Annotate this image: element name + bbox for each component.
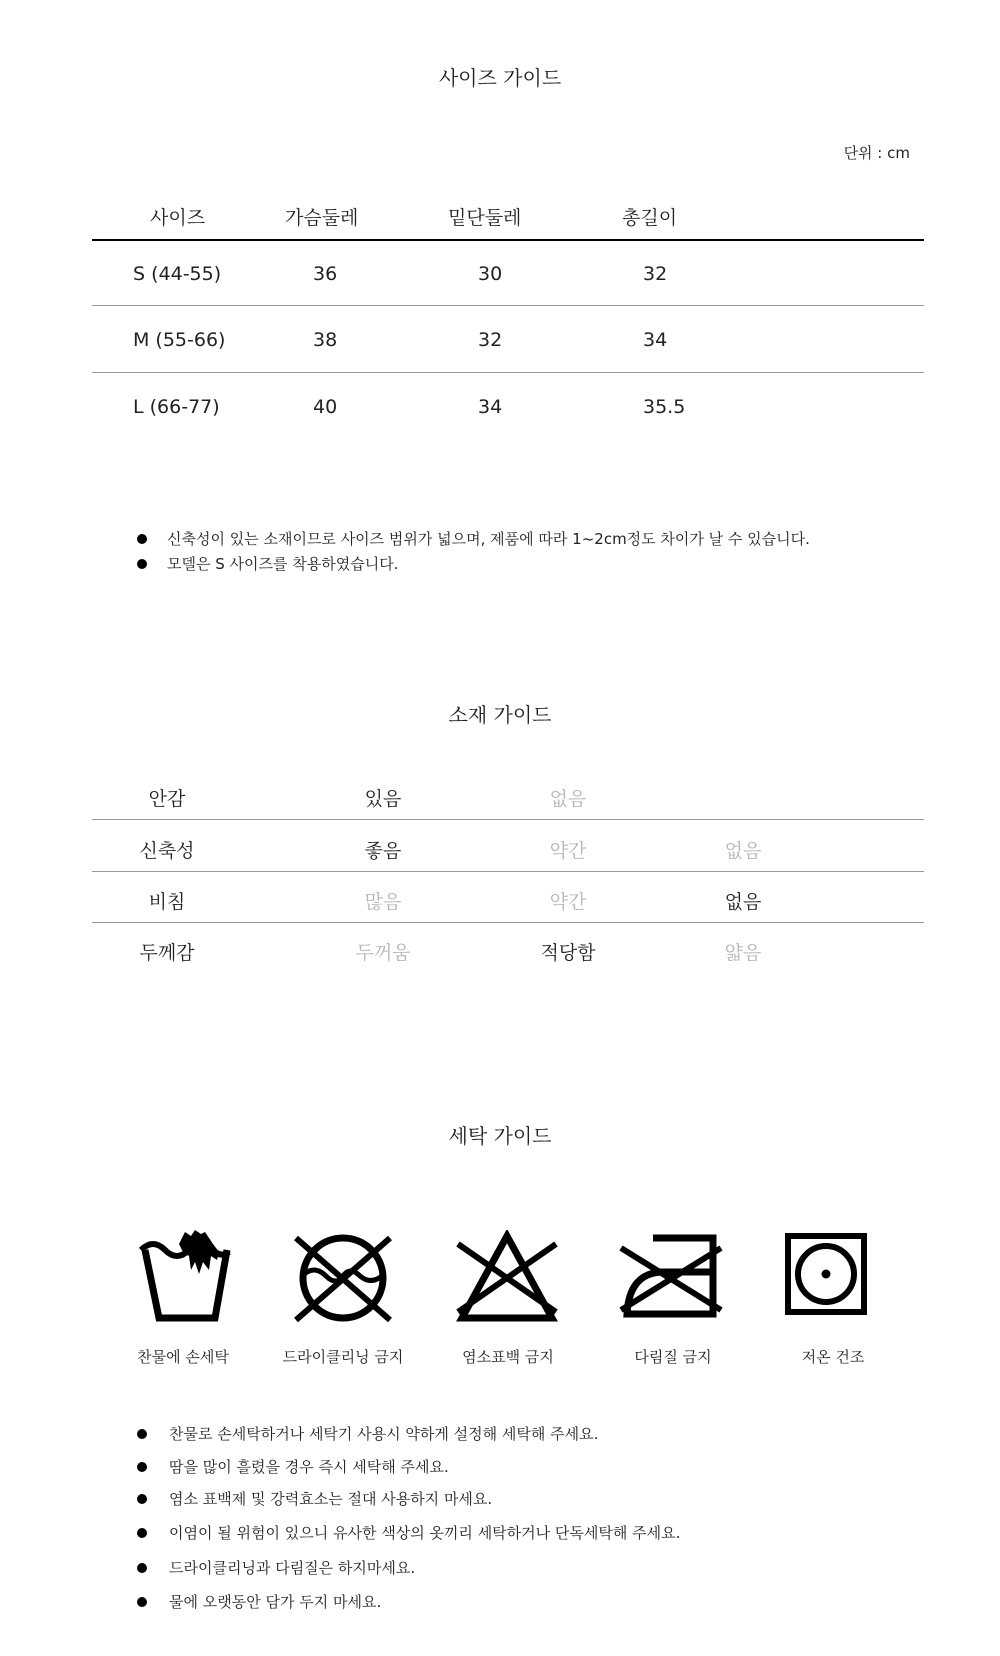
row-divider xyxy=(92,819,924,820)
wash-note-text: 물에 오랫동안 담가 두지 마세요. xyxy=(169,1593,382,1611)
row-divider xyxy=(92,305,924,306)
material-option: 없음 xyxy=(724,891,762,913)
chest-cell: 38 xyxy=(313,329,338,351)
size-table-header-hem: 밑단둘레 xyxy=(448,207,522,229)
bullet-icon xyxy=(137,559,147,569)
hem-cell: 34 xyxy=(478,396,503,418)
wash-note xyxy=(137,1423,598,1444)
hem-cell: 30 xyxy=(478,263,503,285)
size-guide-title: 사이즈 가이드 xyxy=(438,66,562,90)
bullet-icon xyxy=(137,1528,147,1538)
wash-icon-label: 드라이클리닝 금지 xyxy=(282,1348,404,1366)
size-cell: S (44-55) xyxy=(133,263,222,285)
material-option: 적당함 xyxy=(540,942,596,964)
no-iron-icon xyxy=(617,1230,727,1330)
length-cell: 35.5 xyxy=(643,396,686,418)
size-table-header-length: 총길이 xyxy=(622,207,678,229)
wash-note xyxy=(137,1557,415,1578)
material-option: 약간 xyxy=(549,840,587,862)
tumble-dry-icon xyxy=(772,1230,882,1330)
wash-icon-label: 다림질 금지 xyxy=(634,1348,712,1366)
row-divider xyxy=(92,871,924,872)
material-row-label: 신축성 xyxy=(139,840,195,862)
size-table-header-size: 사이즈 xyxy=(150,207,206,229)
size-note xyxy=(137,528,810,549)
no-bleach-icon xyxy=(452,1230,562,1330)
wash-note-text: 염소 표백제 및 강력효소는 절대 사용하지 마세요. xyxy=(169,1490,493,1508)
bullet-icon xyxy=(137,1429,147,1439)
hem-cell: 32 xyxy=(478,329,503,351)
wash-note xyxy=(137,1522,680,1543)
unit-label: 단위 : cm xyxy=(843,144,910,162)
wash-icon-label: 저온 건조 xyxy=(801,1348,865,1366)
wash-icon-label: 찬물에 손세탁 xyxy=(137,1348,229,1366)
length-cell: 34 xyxy=(643,329,668,351)
material-guide-title: 소재 가이드 xyxy=(448,703,552,727)
material-row-label: 두께감 xyxy=(139,942,195,964)
size-note-text: 모델은 S 사이즈를 착용하였습니다. xyxy=(167,555,399,573)
wash-note xyxy=(137,1488,492,1509)
bullet-icon xyxy=(137,1597,147,1607)
no-dry-clean-icon xyxy=(288,1230,398,1330)
wash-note-text: 땀을 많이 흘렸을 경우 즉시 세탁해 주세요. xyxy=(169,1458,449,1476)
chest-cell: 40 xyxy=(313,396,338,418)
wash-icon-label: 염소표백 금지 xyxy=(462,1348,554,1366)
size-cell: M (55-66) xyxy=(133,329,226,351)
material-row-label: 비침 xyxy=(148,891,186,913)
wash-note xyxy=(137,1456,449,1477)
bullet-icon xyxy=(137,1462,147,1472)
bullet-icon xyxy=(137,1494,147,1504)
row-divider xyxy=(92,372,924,373)
material-row-label: 안감 xyxy=(148,788,186,810)
row-divider xyxy=(92,922,924,923)
bullet-icon xyxy=(137,534,147,544)
bullet-icon xyxy=(137,1563,147,1573)
wash-note-text: 이염이 될 위험이 있으니 유사한 색상의 옷끼리 세탁하거나 단독세탁해 주세요. xyxy=(169,1524,681,1542)
size-cell: L (66-77) xyxy=(133,396,220,418)
wash-note-text: 드라이클리닝과 다림질은 하지마세요. xyxy=(169,1559,416,1577)
material-option: 얇음 xyxy=(724,942,762,964)
length-cell: 32 xyxy=(643,263,668,285)
material-option: 있음 xyxy=(364,788,402,810)
chest-cell: 36 xyxy=(313,263,338,285)
hand-wash-icon xyxy=(133,1230,243,1330)
material-option: 없음 xyxy=(724,840,762,862)
size-table-header-chest: 가슴둘레 xyxy=(285,207,359,229)
size-note-text: 신축성이 있는 소재이므로 사이즈 범위가 넓으며, 제품에 따라 1~2cm정도 차이가 날 수 있습니다. xyxy=(167,530,810,548)
wash-note xyxy=(137,1591,381,1612)
material-option: 두꺼움 xyxy=(355,942,411,964)
wash-note-text: 찬물로 손세탁하거나 세탁기 사용시 약하게 설정해 세탁해 주세요. xyxy=(169,1425,599,1443)
table-header-divider xyxy=(92,239,924,241)
material-option: 많음 xyxy=(364,891,402,913)
wash-guide-title: 세탁 가이드 xyxy=(448,1124,552,1148)
material-option: 좋음 xyxy=(364,840,402,862)
material-option: 없음 xyxy=(549,788,587,810)
size-note xyxy=(137,553,398,574)
material-option: 약간 xyxy=(549,891,587,913)
